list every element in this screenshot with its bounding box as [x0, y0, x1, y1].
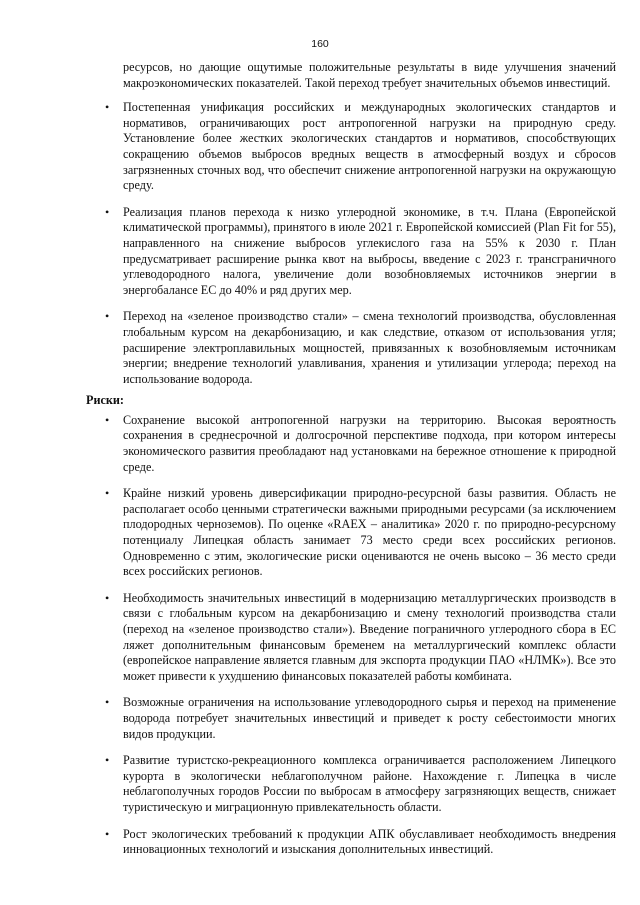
- intro-continuation: ресурсов, но дающие ощутимые положительные результаты в виде улучшения значений макроэкономических показателей. Такой переход требует значительных объемов инвестиций.: [123, 60, 616, 90]
- bullet-icon: •: [105, 412, 110, 427]
- list-item: • Реализация планов перехода к низко углеродной экономике, в т.ч. Плана (Европейской климатической программы), принятого в июле 2021 г. Европейской комиссией (Plan Fit for 55), направленного на снижение выбросов углекислого газа на 55% к 2030 г. План предусматривает расширение рынка квот на выбросы, введение с 2023 г. трансграничного углеводородного налога, увеличение доли возобновляемых источников энергии в энергобалансе ЕС до 40% и ряд других мер.: [105, 204, 616, 297]
- document-body: [86, 60, 616, 858]
- opportunities-list: [94, 100, 616, 387]
- list-item: • Крайне низкий уровень диверсификации природно-ресурсной базы развития. Область не располагает особо ценными стратегически важными природными ресурсами (за исключением плодородных черноземов). По оценке «RAEX – аналитика» 2020 г. по природно-ресурсному потенциалу Липецкая область занимает 73 место среди всех российских регионов. Одновременно с этим, экологические риски оцениваются не очень высоко – 36 место среди всех российских регионов.: [105, 486, 616, 579]
- bullet-icon: •: [105, 590, 110, 605]
- list-item: • Постепенная унификация российских и международных экологических стандартов и нормативов, ограничивающих рост антропогенной нагрузки на природную среду. Установление более жестких экологических стандартов и нормативов, способствующих сокращению объемов выбросов вредных веществ в атмосферный воздух и сбросов загрязненных сточных вод, что обеспечит снижение антропогенной нагрузки на окружающую среду.: [105, 100, 616, 193]
- list-item: • Рост экологических требований к продукции АПК обуславливает необходимость внедрения инновационных технологий и изыскания дополнительных инвестиций.: [105, 826, 616, 857]
- list-item: • Возможные ограничения на использование углеводородного сырья и переход на применение водорода потребует значительных инвестиций и приведет к росту себестоимости многих видов продукции.: [105, 695, 616, 741]
- list-item: • Сохранение высокой антропогенной нагрузки на территорию. Высокая вероятность сохранения в среднесрочной и долгосрочной перспективе подхода, при котором интересы экономического развития преобладают над установками на бережное отношение к природной среде.: [105, 412, 616, 474]
- bullet-icon: •: [105, 309, 110, 324]
- risks-heading: Риски:: [86, 393, 124, 408]
- bullet-icon: •: [105, 753, 110, 768]
- bullet-icon: •: [105, 204, 110, 219]
- risks-list: [94, 413, 616, 858]
- bullet-icon: •: [105, 486, 110, 501]
- bullet-icon: •: [105, 695, 110, 710]
- bullet-icon: •: [105, 826, 110, 841]
- list-item: • Переход на «зеленое производство стали» – смена технологий производства, обусловленная глобальным курсом на декарбонизацию, и как следствие, отказом от использования угля; расширение электроплавильных мощностей, привязанных к возобновляемым источникам энергии; внедрение технологий улавливания, хранения и утилизации углерода; переход на использование водорода.: [105, 309, 616, 386]
- list-item: • Необходимость значительных инвестиций в модернизацию металлургических производств в связи с глобальным курсом на декарбонизацию и смену технологий производства стали (переход на «зеленое производство стали»). Введение пограничного углеродного сбора в ЕС ляжет дополнительным финансовым бременем на металлургический комплекс области (европейское направление является главным для экспорта продукции ПАО «НЛМК»). Все это может привести к ухудшению финансовых показателей работы комбината.: [105, 590, 616, 683]
- bullet-icon: •: [105, 100, 110, 115]
- list-item: • Развитие туристско-рекреационного комплекса ограничивается расположением Липецкого курорта в экологически неблагополучном районе. Нахождение г. Липецка в числе неблагополучных городов России по выбросам в атмосферу загрязняющих веществ, снижает туристическую и миграционную привлекательность области.: [105, 753, 616, 814]
- page-number: 160: [311, 38, 329, 50]
